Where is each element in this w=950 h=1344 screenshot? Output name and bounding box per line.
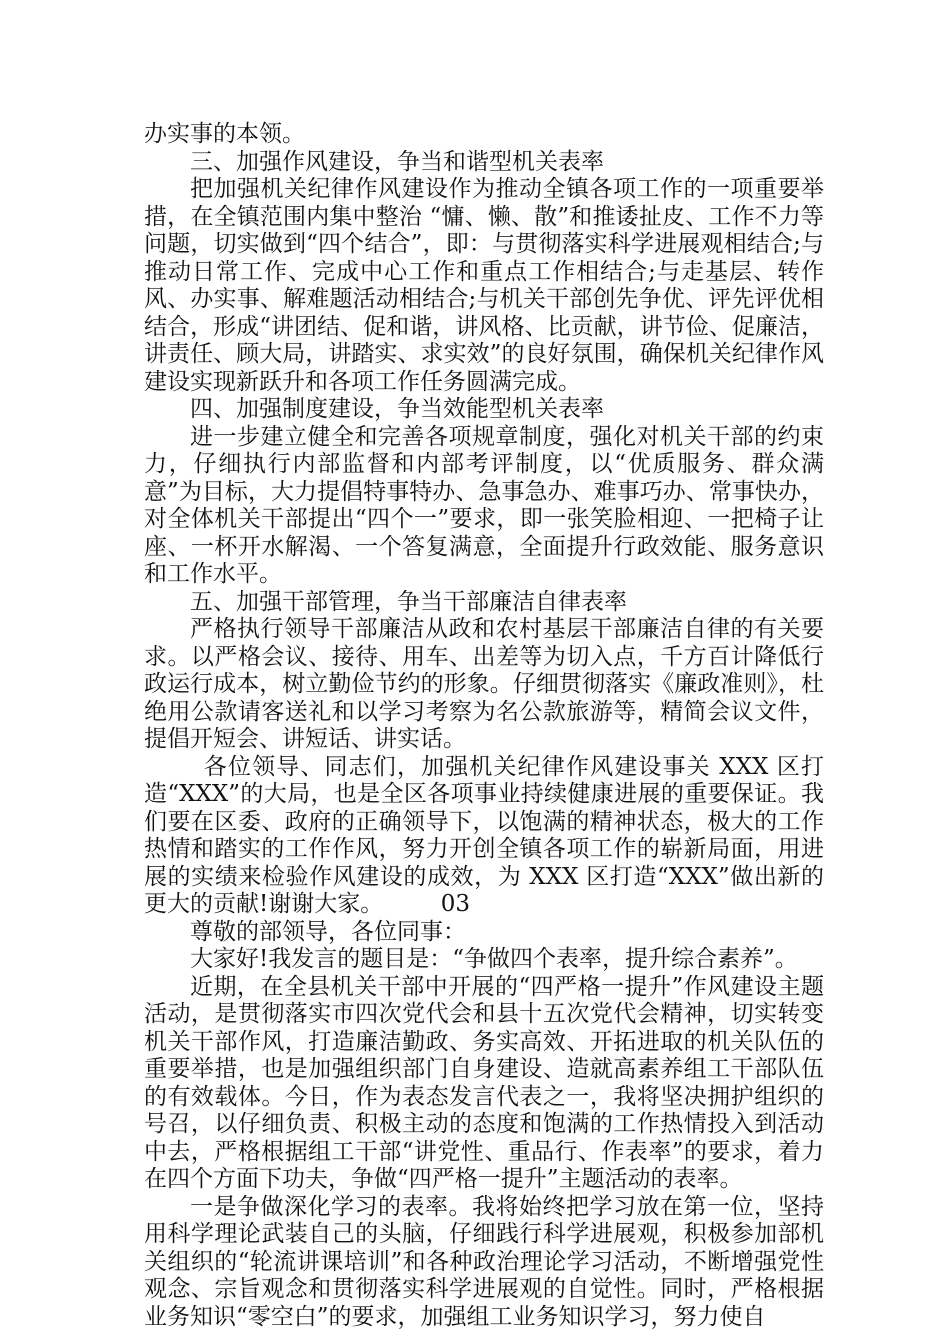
document-body	[144, 121, 824, 1331]
paragraph-style-building: 把加强机关纪律作风建设作为推动全镇各项工作的一项重要举措，在全镇范围内集中整治 “慵、懒、散”和推诿扯皮、工作不力等问题，切实做到“四个结合”，即：与贯彻落实科学进展观相结合;与推动日常工作、完成中心工作和重点工作相结合;与走基层、转作风、办实事、解难题活动相结合;与机关干部创先争优、评先评优相结合，形成“讲团结、促和谐，讲风格、比贡献，讲节俭、促廉洁，讲责任、顾大局，讲踏实、求实效”的良好氛围，确保机关纪律作风建设实现新跃升和各项工作任务圆满完成。	[144, 176, 824, 395]
paragraph-closing-remarks: 各位领导、同志们，加强机关纪律作风建设事关 XXX 区打造“XXX”的大局，也是全区各项事业持续健康进展的重要保证。我们要在区委、政府的正确领导下，以饱满的精神状态，极大的工作热情和踏实的工作作风，努力开创全镇各项工作的崭新局面，用进展的实绩来检验作风建设的成效，为 XXX 区打造“XXX”做出新的更大的贡献!谢谢大家。 03	[144, 753, 824, 917]
paragraph-cadre-management: 严格执行领导干部廉洁从政和农村基层干部廉洁自律的有关要求。以严格会议、接待、用车、出差等为切入点，千方百计降低行政运行成本，树立勤俭节约的形象。仔细贯彻落实《廉政准则》，杜绝用公款请客送礼和以学习考察为名公款旅游等，精简会议文件，提倡开短会、讲短话、讲实话。	[144, 616, 824, 752]
paragraph-recent-activity: 近期，在全县机关干部中开展的“四严格一提升”作风建设主题活动，是贯彻落实市四次党代会和县十五次党代会精神，切实转变机关干部作风，打造廉洁勤政、务实高效、开拓进取的机关队伍的重要举措，也是加强组织部门自身建设、造就高素养组工干部队伍的有效载体。今日，作为表态发言代表之一，我将坚决拥护组织的号召，以仔细负责、积极主动的态度和饱满的工作热情投入到活动中去，严格根据组工干部“讲党性、重品行、作表率”的要求，着力在四个方面下功夫，争做“四严格一提升”主题活动的表率。	[144, 973, 824, 1192]
section-heading-3: 三、加强作风建设，争当和谐型机关表率	[190, 148, 604, 175]
speech-topic: 大家好!我发言的题目是：“争做四个表率，提升综合素养”。	[190, 946, 798, 972]
paragraph-system-building: 进一步建立健全和完善各项规章制度，强化对机关干部的约束力，仔细执行内部监督和内部考评制度，以“优质服务、群众满意”为目标，大力提倡特事特办、急事急办、难事巧办、常事快办，对全体机关干部提出“四个一”要求，即一张笑脸相迎、一把椅子让座、一杯开水解渴、一个答复满意，全面提升行政效能、服务意识和工作水平。	[144, 423, 824, 587]
section-heading-4: 四、加强制度建设，争当效能型机关表率	[190, 396, 604, 422]
paragraph-learning-model: 一是争做深化学习的表率。我将始终把学习放在第一位，坚持用科学理论武装自己的头脑，仔细践行科学进展观，积极参加部机关组织的“轮流讲课培训”和各种政治理论学习活动，不断增强党性观念、宗旨观念和贯彻落实科学进展观的自觉性。同时，严格根据业务知识“零空白”的要求，加强组工业务知识学习，努力使自	[144, 1193, 824, 1330]
paragraph-continuation: 办实事的本领。	[144, 121, 305, 147]
salutation: 尊敬的部领导，各位同事：	[190, 918, 466, 945]
section-heading-5: 五、加强干部管理，争当干部廉洁自律表率	[190, 588, 627, 615]
